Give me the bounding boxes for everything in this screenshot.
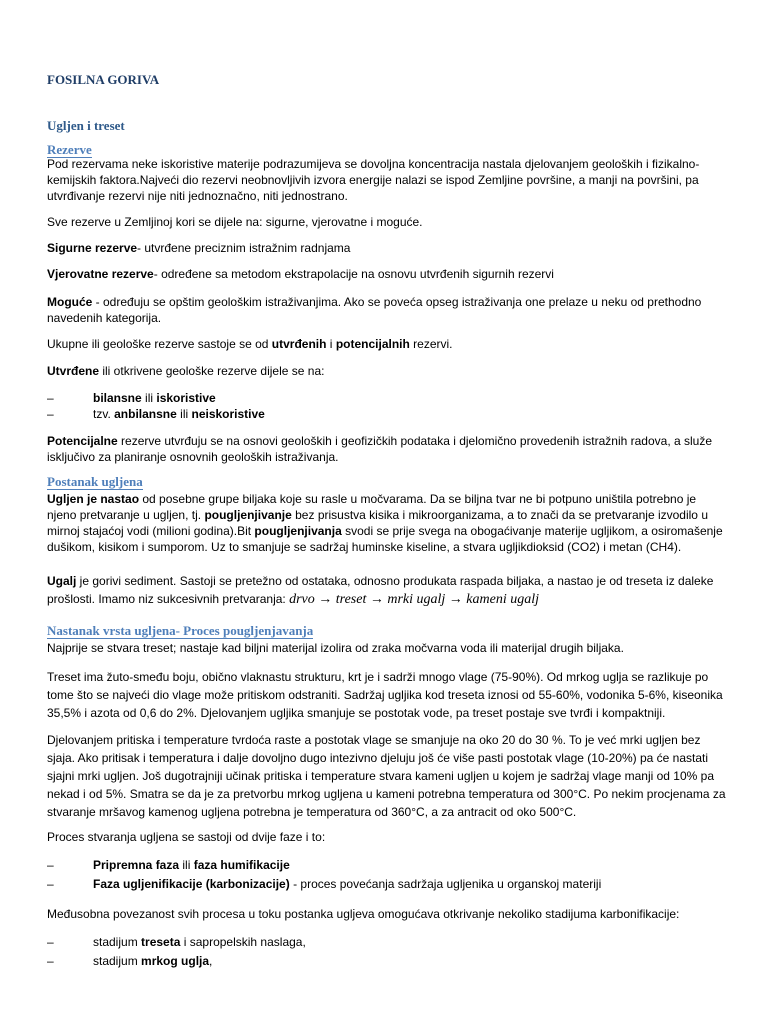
text-ukupne-c: i (326, 337, 336, 351)
text-postanak-b: bez prisustva kisika i mikroorganizama, a to znači da se pretvaranje izvodilo u mirnoj stajaćoj vodi (milioni godina).Bit (47, 508, 708, 538)
heading-rezerve: Rezerve (47, 142, 92, 157)
paragraph-ukupne (47, 336, 728, 352)
text-moguce: - određuju se opštim geološkim istraživanjima. Ako se poveća opseg istraživanja one prelaze u neku od prethodno navedenih kategorija. (47, 295, 702, 325)
term-pougljenjivanja: pougljenjivanja (254, 524, 342, 538)
list-prefix: tzv. (93, 407, 115, 421)
heading-nastanak: Nastanak vrsta ugljena- Proces pougljenjavanja (47, 623, 314, 638)
paragraph-stadijumi: Međusobna povezanost svih procesa u toku postanka uglјeva omogućava otkrivanje nekoliko stadijuma karbonifikacije: (47, 907, 680, 921)
list-dash: – (47, 407, 54, 421)
text-sigurne: - utvrđene preciznim istražnim radnjama (137, 241, 351, 255)
term-treseta: treseta (141, 935, 181, 949)
term-sigurne: Sigurne rezerve (47, 241, 138, 255)
term-ugljen-nastao: Ugljen je nastao (47, 492, 140, 506)
formula-pretvaranja: drvo → treset → mrki ugalj → kameni ugalj (289, 592, 540, 607)
list-connector: ili (176, 407, 192, 421)
list-dash: – (47, 954, 54, 968)
text-utvrdjene: ili otkrivene geološke rezerve dijele se na: (99, 364, 325, 378)
text-ukupne-e: rezervi. (409, 337, 453, 351)
list-suffix: , (209, 954, 213, 968)
list-prefix: stadijum (93, 954, 142, 968)
term-potencijalnih: potencijalnih (335, 337, 410, 351)
list-prefix: stadijum (93, 935, 142, 949)
list-dash: – (47, 858, 54, 872)
paragraph-sigurne (47, 240, 728, 256)
paragraph-pritisak: Djelovanjem pritiska i temperature tvrdoća raste a postotak vlage se smanjuje na oko 20 do 30 %. To je već mrki ugljen bez sjaja. Ako pritisak i temperatura i dalje dovoljno dugo intezivno djeluju još će više pasti postotak vlage (10-20%) pa će nastati sjajni mrki ugljen. Još dugotrajniji učinak pritiska i temperature stvara kameni ugljen u kojem je sadržaj vlage manji od 10% pa nekad i od 5%. Smatra se da je za pretvorbu mrkog ugljena u kameni potrebna temperatura od 300°C. Po nekim procjenama za stvaranje mršavog kamenog ugljena potrebna je temperatura od 360°C, a za antracit od oko 500°C. (47, 733, 726, 819)
paragraph-ugalj (47, 572, 728, 609)
paragraph-treset-nastaje: Najprije se stvara treset; nastaje kad biljni materijal izolira od zraka močvarna voda ili materijal drugih biljaka. (47, 641, 624, 655)
text-postanak-c: svodi se prije svega na obogaćivanje materije ugljikom, a osiromašenje dušikom, kisikom i sumporom. Uz to smanjuje se sadržaj huminske kiseline, a stvara ugljikdioksid (CO2) i metan (CH4). (47, 524, 723, 554)
text-ukupne-a: Ukupne ili geološke rezerve sastoje se od (47, 337, 272, 351)
term-faza-ugljenifikacije: Faza ugljenifikacije (karbonizacije) (93, 877, 290, 891)
paragraph-faze: Proces stvaranja ugljena se sastoji od dvije faze i to: (47, 830, 326, 844)
term-anbilansne: anbilansne (114, 407, 177, 421)
list-connector: ili (179, 858, 194, 872)
paragraph-moguce (47, 294, 728, 326)
term-faza-humifikacije: faza humifikacije (193, 858, 290, 872)
heading-postanak: Postanak ugljena (47, 474, 143, 489)
list-dash: – (47, 935, 54, 949)
term-mrkog-uglja: mrkog uglja (141, 954, 210, 968)
text-vjerovatne: - određene sa metodom ekstrapolacije na osnovu utvrđenih sigurnih rezervi (153, 267, 554, 281)
paragraph-utvrdjene (47, 363, 728, 379)
paragraph-postanak (47, 491, 728, 555)
text-potencijalne: rezerve utvrđuju se na osnovi geoloških i geofizičkih podataka i djelomično provedenih istražnih radova, a služe isključivo za planiranje osnovnih geoloških istraživanja. (47, 434, 713, 464)
term-ugalj: Ugalj (47, 574, 77, 588)
paragraph-rezerve-categories: Sve rezerve u Zemljinoj kori se dijele na: sigurne, vjerovatne i moguće. (47, 215, 423, 229)
document-title: FOSILNA GORIVA (47, 72, 160, 87)
paragraph-rezerve-definition: Pod rezervama neke iskoristive materije podrazumijeva se dovoljna koncentracija nastala djelovanjem geoloških i fizikalno-kemijskih faktora.Najveći dio rezervi neobnovljivih izvora energije nalazi se ispod Zemljine površine, a manji na površini, pa utvrđivanje rezervi nije niti jednoznačno, niti jednostrano. (47, 157, 700, 203)
term-vjerovatne: Vjerovatne rezerve (47, 267, 154, 281)
text-ugalj: je gorivi sediment. Sastoji se pretežno od ostataka, odnosno produkata raspada biljaka, a nastao je od treseta iz daleke prošlosti. Imamo niz sukcesivnih pretvaranja: (47, 574, 714, 606)
term-pougljenjivanje: pougljenjivanje (204, 508, 292, 522)
list-dash: – (47, 391, 54, 405)
text-faza-ugljenifikacije: - proces povećanja sadržaja ugljenika u organskoj materiji (289, 877, 602, 891)
list-dash: – (47, 877, 54, 891)
term-pripremna-faza: Pripremna faza (93, 858, 180, 872)
term-utvrdjenih: utvrđenih (271, 337, 327, 351)
term-moguce: Moguće (47, 295, 93, 309)
list-suffix: i sapropelskih naslaga, (180, 935, 306, 949)
term-utvrdjene: Utvrđene (47, 364, 100, 378)
text-postanak-a: od posebne grupe biljaka koje su rasle u močvarama. Da se biljna tvar ne bi potpuno uništila potrebno je njeno pretvaranje u ugljen, tj. (47, 492, 697, 522)
term-potencijalne: Potencijalne (47, 434, 118, 448)
paragraph-treset-opis: Treset ima žuto-smeđu boju, obično vlaknastu strukturu, krt je i sadrži mnogo vlage (75-90%). Od mrkog uglja se razlikuje po tome što se najveći dio vlage može pritiskom odstraniti. Sadržaj ugljika kod treseta iznosi od 55-60%, vodonika 5-6%, kiseonika 35,5% i azota od 0,6 do 2%. Djelovanjem ugljika smanjuje se postotak vode, pa treset postaje sve tvrđi i kompaktniji. (47, 670, 723, 720)
paragraph-vjerovatne (47, 266, 728, 282)
section-title: Ugljen i treset (47, 118, 125, 133)
paragraph-potencijalne (47, 433, 728, 465)
term-bilansne: bilansne (93, 391, 142, 405)
term-neiskoristive: neiskoristive (191, 407, 265, 421)
term-iskoristive: iskoristive (156, 391, 216, 405)
list-connector: ili (141, 391, 157, 405)
